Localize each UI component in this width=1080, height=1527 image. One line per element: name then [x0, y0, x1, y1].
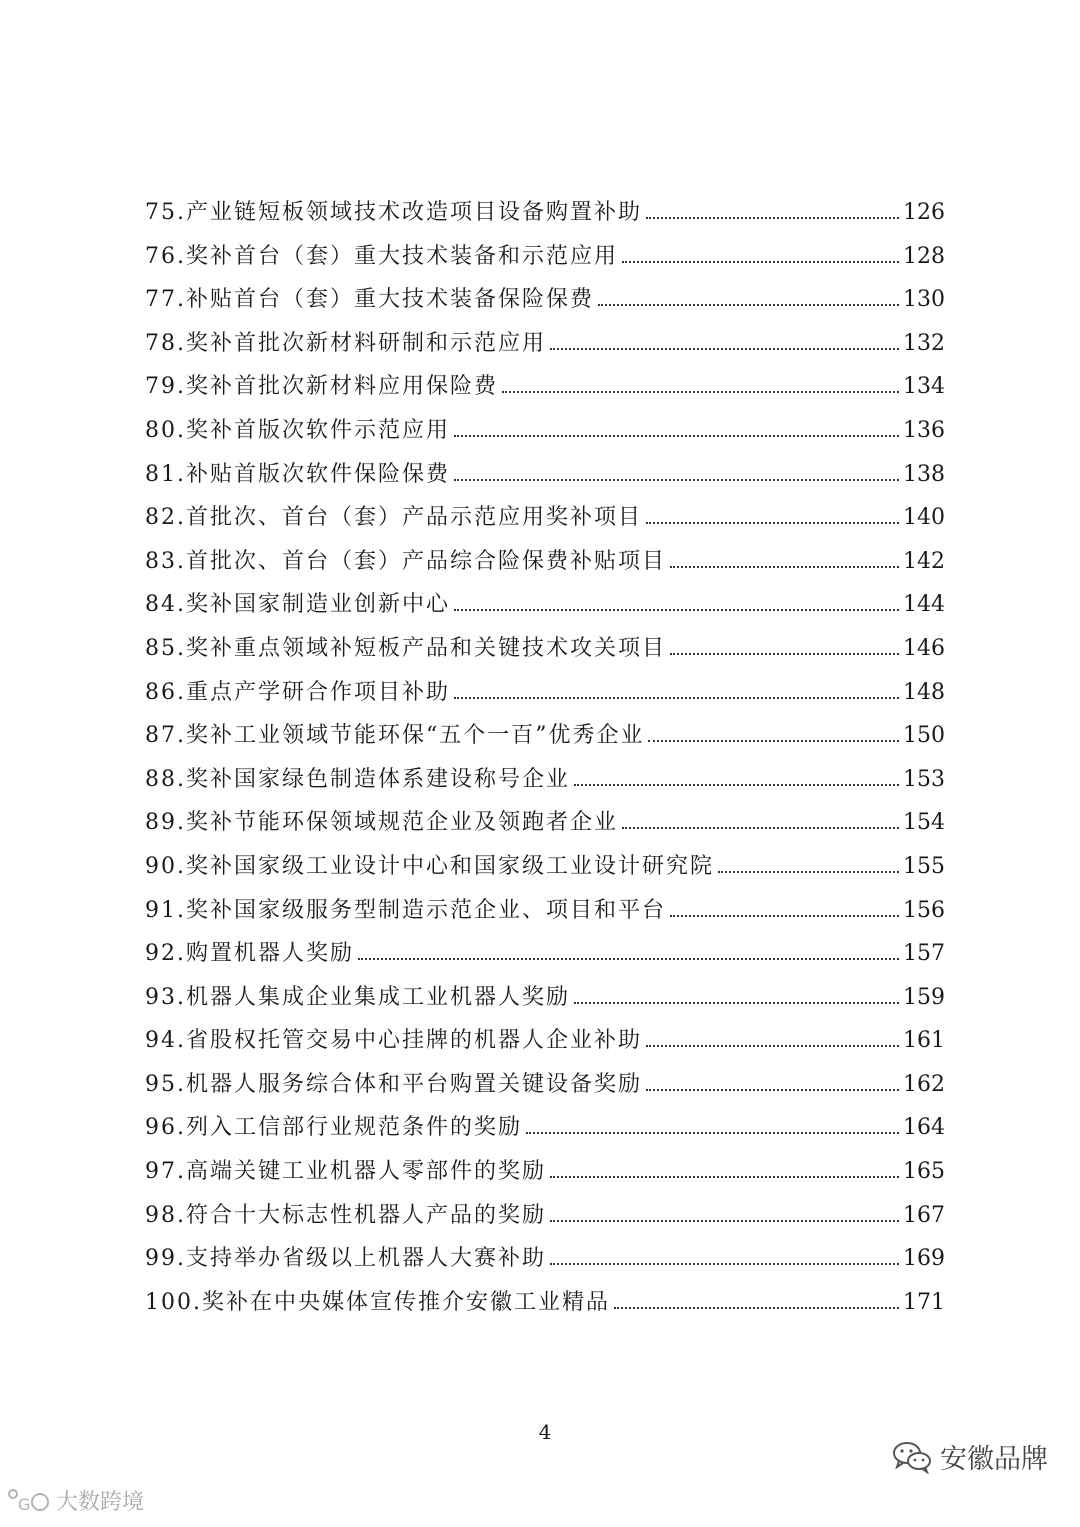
- toc-entry-title: 99.支持举办省级以上机器人大赛补助: [145, 1246, 546, 1272]
- watermark-right-text: 安徽品牌: [940, 1444, 1048, 1475]
- toc-leader-dots: [670, 566, 899, 568]
- toc-entry-page: 130: [903, 287, 945, 313]
- toc-entry-page: 169: [903, 1246, 945, 1272]
- toc-entry-title: 77.补贴首台（套）重大技术装备保险保费: [145, 287, 594, 313]
- toc-leader-dots: [550, 1220, 899, 1222]
- toc-leader-dots: [670, 653, 899, 655]
- toc-leader-dots: [646, 1089, 899, 1091]
- toc-entry-page: 138: [903, 461, 945, 487]
- toc-entry-page: 140: [903, 505, 945, 531]
- toc-entry: [145, 849, 945, 893]
- toc-entry: [145, 762, 945, 806]
- toc-leader-dots: [646, 217, 899, 219]
- toc-leader-dots: [502, 391, 899, 393]
- toc-entry-title: 88.奖补国家绿色制造体系建设称号企业: [145, 766, 570, 792]
- toc-entry: [145, 500, 945, 544]
- toc-entry-page: 167: [903, 1202, 945, 1228]
- toc-entry-page: 146: [903, 635, 945, 661]
- toc-entry-page: 171: [903, 1289, 945, 1315]
- toc-leader-dots: [550, 1176, 899, 1178]
- toc-entry: [145, 369, 945, 413]
- toc-leader-dots: [622, 261, 899, 263]
- toc-leader-dots: [670, 915, 899, 917]
- toc-entry-title: 92.购置机器人奖励: [145, 941, 354, 967]
- toc-entry-page: 128: [903, 243, 945, 269]
- toc-leader-dots: [614, 1307, 899, 1309]
- svg-text:G: G: [18, 1494, 31, 1514]
- toc-entry: [145, 1198, 945, 1242]
- toc-entry-title: 91.奖补国家级服务型制造示范企业、项目和平台: [145, 897, 666, 923]
- toc-entry: [145, 326, 945, 370]
- toc-entry: [145, 718, 945, 762]
- toc-leader-dots: [574, 784, 899, 786]
- toc-entry-page: 132: [903, 330, 945, 356]
- toc-leader-dots: [574, 1002, 899, 1004]
- toc-entry-title: 82.首批次、首台（套）产品示范应用奖补项目: [145, 505, 642, 531]
- toc-entry-title: 80.奖补首版次软件示范应用: [145, 417, 450, 443]
- toc-leader-dots: [550, 348, 899, 350]
- toc-entry-title: 84.奖补国家制造业创新中心: [145, 592, 450, 618]
- toc-entry: [145, 980, 945, 1024]
- toc-entry-page: 156: [903, 897, 945, 923]
- toc-entry-page: 150: [903, 723, 945, 749]
- toc-entry: [145, 1241, 945, 1285]
- toc-entry: [145, 544, 945, 588]
- toc-leader-dots: [718, 871, 899, 873]
- toc-entry-page: 136: [903, 417, 945, 443]
- toc-entry-title: 100.奖补在中央媒体宣传推介安徽工业精品: [145, 1289, 610, 1315]
- toc-leader-dots: [526, 1132, 899, 1134]
- watermark-left-text: 大数跨境: [56, 1490, 145, 1515]
- toc-entry: [145, 282, 945, 326]
- watermark-left: [6, 1485, 144, 1516]
- toc-entry-title: 96.列入工信部行业规范条件的奖励: [145, 1115, 522, 1141]
- toc-leader-dots: [646, 1045, 899, 1047]
- toc-entry-title: 90.奖补国家级工业设计中心和国家级工业设计研究院: [145, 853, 714, 879]
- toc-entry-page: 154: [903, 810, 945, 836]
- toc-entry: [145, 805, 945, 849]
- toc-entry-title: 79.奖补首批次新材料应用保险费: [145, 374, 498, 400]
- toc-leader-dots: [550, 1263, 899, 1265]
- toc-entry: [145, 1154, 945, 1198]
- toc-entry-title: 97.高端关键工业机器人零部件的奖励: [145, 1159, 546, 1185]
- toc-entry-page: 162: [903, 1071, 945, 1097]
- toc-entry: [145, 1023, 945, 1067]
- toc-entry: [145, 936, 945, 980]
- toc-entry: [145, 631, 945, 675]
- toc-entry-title: 76.奖补首台（套）重大技术装备和示范应用: [145, 243, 618, 269]
- toc-entry-title: 95.机器人服务综合体和平台购置关键设备奖励: [145, 1071, 642, 1097]
- toc-entry: [145, 1285, 945, 1329]
- toc-entry-title: 89.奖补节能环保领域规范企业及领跑者企业: [145, 810, 618, 836]
- toc-leader-dots: [454, 697, 899, 699]
- logo-icon: [6, 1488, 50, 1514]
- toc-entry-page: 153: [903, 766, 945, 792]
- toc-entry-title: 98.符合十大标志性机器人产品的奖励: [145, 1202, 546, 1228]
- toc-entry-title: 86.重点产学研合作项目补助: [145, 679, 450, 705]
- toc-leader-dots: [454, 435, 899, 437]
- toc-entry-title: 81.补贴首版次软件保险保费: [145, 461, 450, 487]
- toc-entry-page: 148: [903, 679, 945, 705]
- toc-entry-title: 83.首批次、首台（套）产品综合险保费补贴项目: [145, 548, 666, 574]
- page-number: 4: [538, 1420, 552, 1444]
- toc-leader-dots: [454, 609, 899, 611]
- toc-entry-title: 85.奖补重点领域补短板产品和关键技术攻关项目: [145, 635, 666, 661]
- toc-entry-title: 75.产业链短板领域技术改造项目设备购置补助: [145, 200, 642, 225]
- toc-entry-title: 87.奖补工业领域节能环保“五个一百”优秀企业: [145, 723, 645, 749]
- toc-leader-dots: [646, 522, 899, 524]
- toc-entry-page: 134: [903, 374, 945, 400]
- toc-entry-page: 155: [903, 853, 945, 879]
- toc-entry-page: 157: [903, 941, 945, 967]
- toc-entry-page: 142: [903, 548, 945, 574]
- toc-leader-dots: [648, 740, 899, 742]
- toc-entry-page: 164: [903, 1115, 945, 1141]
- toc-leader-dots: [358, 958, 899, 960]
- toc-entry-page: 144: [903, 592, 945, 618]
- table-of-contents: [145, 195, 945, 1328]
- toc-entry-title: 93.机器人集成企业集成工业机器人奖励: [145, 984, 570, 1010]
- toc-entry: [145, 893, 945, 937]
- toc-entry: [145, 239, 945, 283]
- wechat-icon: [892, 1440, 932, 1474]
- toc-entry: [145, 457, 945, 501]
- toc-entry: [145, 587, 945, 631]
- toc-entry: [145, 1110, 945, 1154]
- toc-leader-dots: [622, 827, 899, 829]
- toc-entry-title: 78.奖补首批次新材料研制和示范应用: [145, 330, 546, 356]
- toc-entry-page: 161: [903, 1028, 945, 1054]
- toc-entry-page: 126: [903, 200, 945, 225]
- toc-entry: [145, 1067, 945, 1111]
- toc-entry: [145, 413, 945, 457]
- toc-entry-page: 159: [903, 984, 945, 1010]
- toc-entry-page: 165: [903, 1159, 945, 1185]
- toc-leader-dots: [598, 304, 899, 306]
- toc-entry: [145, 195, 945, 239]
- toc-leader-dots: [454, 479, 899, 481]
- watermark-right: [892, 1437, 1048, 1476]
- toc-entry-title: 94.省股权托管交易中心挂牌的机器人企业补助: [145, 1028, 642, 1054]
- toc-entry: [145, 675, 945, 719]
